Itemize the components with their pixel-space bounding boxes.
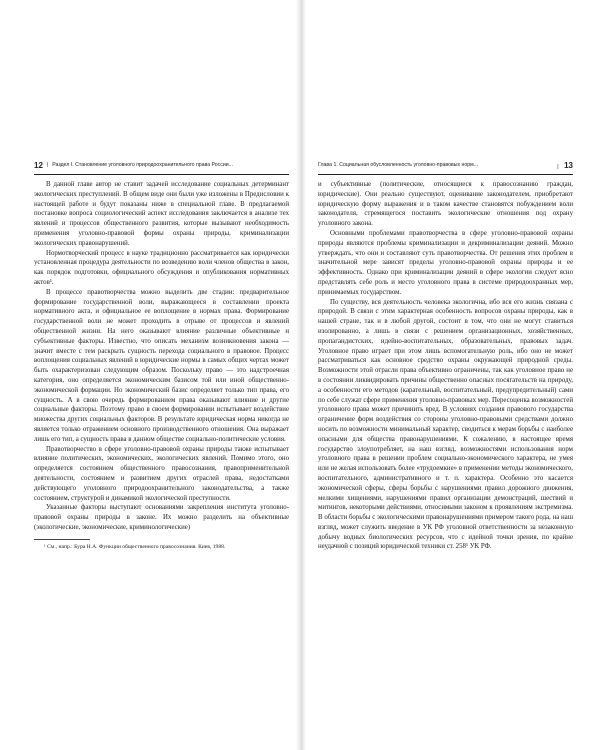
footnote: ¹ См., напр.: Бура Н.А. Функции общественного правосознания. Киев, 1988. <box>44 543 226 550</box>
paragraph: Нормотворческий процесс в науке традиционно рассматривается как юридически установленная процедура деятельности по возведению воли членов общества в закон, как порядок подготовки, официального обсуждения и опубликования нормативных актов¹. <box>34 249 289 286</box>
paragraph: В данной главе автор не ставит задачей исследование социальных детерминант экологических преступлений. В общем виде они были уже изложены в Предисловии к настоящей работе и будут показаны ниже в специальной главе. В предлагаемой постановке вопроса социологический аспект исследования заключается в анализе тех явлений и процессов общественного развития, которые вызывают необходимость применения уголовно-правовой формы охраны природы, криминализации экологических правонарушений. <box>34 181 289 247</box>
footnote-rule <box>34 539 90 540</box>
right-page <box>318 158 573 552</box>
right-page-number: 13 <box>564 160 573 170</box>
left-body-text <box>34 180 289 533</box>
right-body-text <box>318 180 573 552</box>
left-page <box>34 158 289 551</box>
head-separator: | <box>557 163 559 170</box>
left-running-head <box>34 158 289 175</box>
paragraph: Правотворчество в сфере уголовно-правовой охраны природы также испытывает влияние политических, экономических, экологических явлений. Помимо этого, оно определяется состоянием общественного правосознания, правоприменительной деятельности, состоянием и развитием других отраслей права, недостатками действующего уголовного природоохранительного законодательства, а также состоянием, структурой и динамикой экологической преступности. <box>34 445 289 502</box>
paragraph: По существу, вся деятельность человека экологична, ибо вся его жизнь связана с природой. В связи с этим характерная особенность вопросов охраны природы, как в нашей стране, так и в любой другой, состоит в том, что они не могут ставиться изолированно, а лишь в связи с решением организационных, хозяйственных, пропагандистских, идейно-воспитательных, образовательных, правовых задач. Уголовное право играет при этом лишь вспомогательную роль, ибо оно не может рассматриваться как основное средство охраны окружающей природной среды. Возможности этой отрасли права объективно ограничены, так как уголовное право не в состоянии ликвидировать причины общественно опасных посягательств на природу, а особенности его методов (карательный, воспитательный, предупредительный) сами по себе служат сфере применения уголовно-правовых мер. Пересоценка возможностей уголовного права может причинить вред. В условиях создания правового государства ограничение форм воздействия со стороны уголовно-правовыми средствами должно носить по возможности минимальный характер, сводиться к мерам борьбы с наиболее опасными для общества правонарушениями. К сожалению, в настоящее время государство злоупотребляет, на наш взгляд, возможностями использования норм уголовного права в решении проблем социально-экономического характера, не умея или не желая использовать более «трудоемкие» в применении методы экономического, воспитательного, административного и т. п. характера. Особенно это касается экономической сферы, сферы борьбы с нарушениями правил дорожного движения, мелкими хищениями, нарушениями правил организации демонстраций, шествий и митингов, некоторыми действиями, относимыми законом к проявлениям экстремизма. В области борьбы с экологическими правонарушениями примером такого рода, на наш взгляд, может служить введение в УК РФ уголовной ответственности за незаконную добычу водных биологических ресурсов, что с идейной точки зрения, по крайне неудачной с позиций юридической техники ст. 258¹ УК РФ. <box>318 298 573 551</box>
right-running-title: Глава 1. Социальная обусловленность уголовно-правовых норм... <box>318 162 479 168</box>
paragraph: и субъективные (политические, относящиеся к правосознанию граждан, юридические). Они реально существуют, оценивание законодателем, приобретают юридическую форму выражения и в таком качестве становятся побуждением воли законодателя, стремящегося поставить экологические отношения под охрану уголовного закона. <box>318 181 573 228</box>
paragraph: В процессе правотворчества можно выделить две стадии: предварительное формирование государственной воли, выражающееся в составлении проекта нормативного акта, и официальное ее воплощение в нормах права. Формирование государственной воли не может проходить в отрыве от процессов и явлений общественной жизни. На него оказывают влияние различные объективные и субъективные факторы. Известно, что описать механизм возникновения закона — значит вместе с тем раскрыть сущность перехода социального в правовое. Процесс воплощения социальных явлений в юридические нормы в самых общих чертах может быть охарактеризован следующим образом. Поскольку право — это надстроечная категория, оно определяется экономическим базисом той или иной общественно-экономической формации. Но экономический базис определяет только тип права, его сущность. А в свою очередь формированием права оказывают влияние и другие социальные факторы. Поэтому право в своем формировании испытывает воздействие множества других социальных факторов. В результате юридическая норма никогда не является только отражением основного производственного отношения. Она выражает лишь его тип, а сущность права в данном обществе социально-политические условия. <box>34 288 289 443</box>
right-running-head <box>318 158 573 175</box>
left-page-number: 12 <box>34 160 43 170</box>
paragraph: Указанные факторы выступают основаниями закрепления института уголовно-правовой охраны природы в законе. Их можно разделить на объективные (экологические, экономические, криминологические) <box>34 504 289 531</box>
paragraph: Основными проблемами правотворчества в сфере уголовно-правовой охраны природы являются проблемы криминализации и декриминализации деяний. Можно утверждать, что они и составляют суть правотворчества. От решения этих проблем в значительной мере зависят пределы уголовно-правовой охраны природы и ее эффективность. Однако при криминализации деяний в сфере экологии следует ясно представлять себе роль и место уголовного права в системе природоохранных мер, принимаемых государством. <box>318 229 573 296</box>
head-separator: | <box>46 162 49 168</box>
left-running-title: Раздел I. Становление уголовного природоохранительного права России... <box>52 162 233 168</box>
book-gutter <box>296 0 306 750</box>
